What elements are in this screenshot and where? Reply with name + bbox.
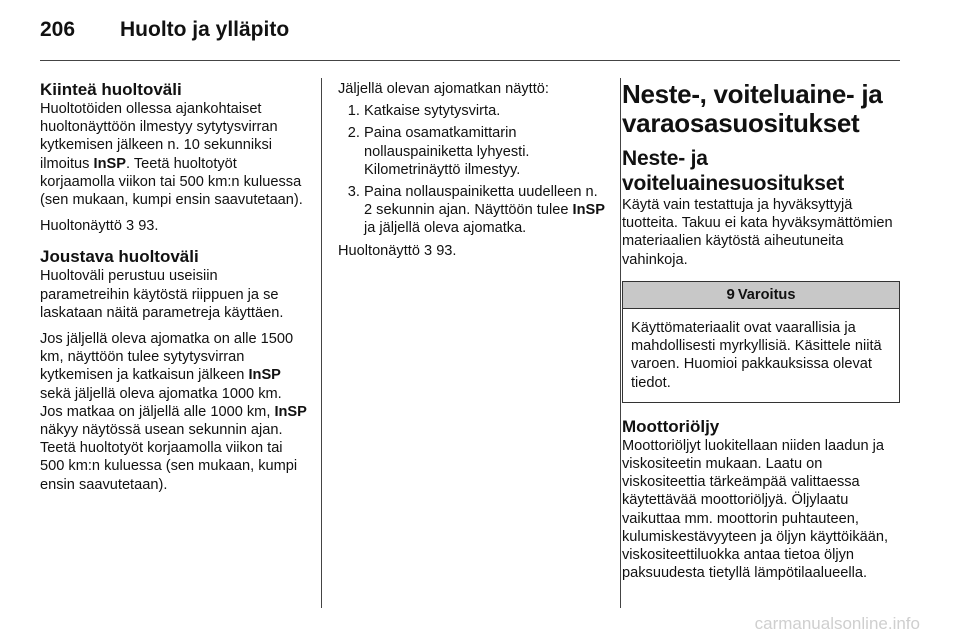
warning-title: Varoitus [737,286,796,303]
paragraph: Moottoriöljyt luokitellaan niiden laadun ja viskositeetin mukaan. Laatu on viskositeettia tärkeämpää valittaessa käytettävää moottoriöljyä. Öljylaatu vaikuttaa mm. moottorin puhtauteen, kulumiskestävyyteen ja öljyn käyttöikään, viskositeettiluokka antaa tietoa öljyn paksuudesta tietyllä lämpötilaalueella. [622,437,889,582]
page-number: 206 [40,18,76,41]
reference-arrow-icon: 3 [126,218,135,235]
column-left [40,80,308,494]
section-heading-engine-oil: Moottoriöljy [622,416,720,436]
header-rule [40,60,900,61]
warning-icon: 9 [726,285,735,303]
paragraph: Huoltoväli perustuu useisiin parametreihin käytöstä riippuen ja se laskataan näitä parametreja käyttäen. [40,268,284,321]
list-item: 2. Paina osamatkamittarin nollauspainiketta lyhyesti. Kilometrinäyttö ilmestyy. [364,124,606,179]
paragraph: Jäljellä olevan ajomatkan näyttö: [338,81,549,97]
chapter-heading: Neste-, voiteluaine- ja varaosasuositukset [622,79,883,138]
paragraph: Jos jäljellä oleva ajomatka on alle 1500 km, näyttöön tulee sytytysvirran kytkemisen ja katkaisun jälkeen InSP sekä jäljellä oleva ajomatka 1000 km. Jos matkaa on jäljellä alle 1000 km, InSP näkyy näytössä usean sekunnin ajan. Teetä huoltotyöt korjaamolla viikon tai 500 km:n kuluessa (sen mukaan, kumpi ensin saavutetaan). [40,331,307,493]
column-divider [620,78,621,608]
reference-arrow-icon: 3 [424,242,433,259]
column-divider [321,78,322,608]
watermark: carmanualsonline.info [754,614,920,633]
steps-list [338,102,606,237]
warning-text: Käyttömateriaalit ovat vaarallisia ja mahdollisesti myrkyllisiä. Käsittele niitä varoen. Huomioi pakkauksissa olevat tiedot. [631,320,882,391]
paragraph: Huoltotöiden ollessa ajankohtaiset huoltonäyttöön ilmestyy sytytysvirran kytkemisen jälkeen n. 10 sekunniksi ilmoitus InSP. Teetä huoltotyöt korjaamolla viikon tai 500 km:n kuluessa (sen mukaan, kumpi ensin saavutetaan). [40,101,303,209]
page-title: Huolto ja ylläpito [120,18,290,41]
column-middle [338,80,606,260]
section-heading-fixed-interval: Kiinteä huoltoväli [40,80,182,99]
cross-reference: Huoltonäyttö 3 93. [40,218,159,235]
section-heading-flexible-interval: Joustava huoltoväli [40,247,199,267]
column-right [622,80,902,582]
paragraph: Käytä vain testattuja ja hyväksyttyjä tuotteita. Takuu ei kata hyväksymättömien materiaalien käytöstä aiheutuneita vahinkoja. [622,197,893,268]
warning-header [623,282,899,309]
subsection-heading: Neste- ja voiteluainesuositukset [622,147,844,195]
warning-box [622,281,900,403]
list-item: 1. Katkaise sytytysvirta. [364,102,606,120]
list-item: 3. Paina nollauspainiketta uudelleen n. 2 sekunnin ajan. Näyttöön tulee InSP ja jäljellä oleva ajomatka. [364,183,606,238]
cross-reference: Huoltonäyttö 3 93. [338,242,457,259]
